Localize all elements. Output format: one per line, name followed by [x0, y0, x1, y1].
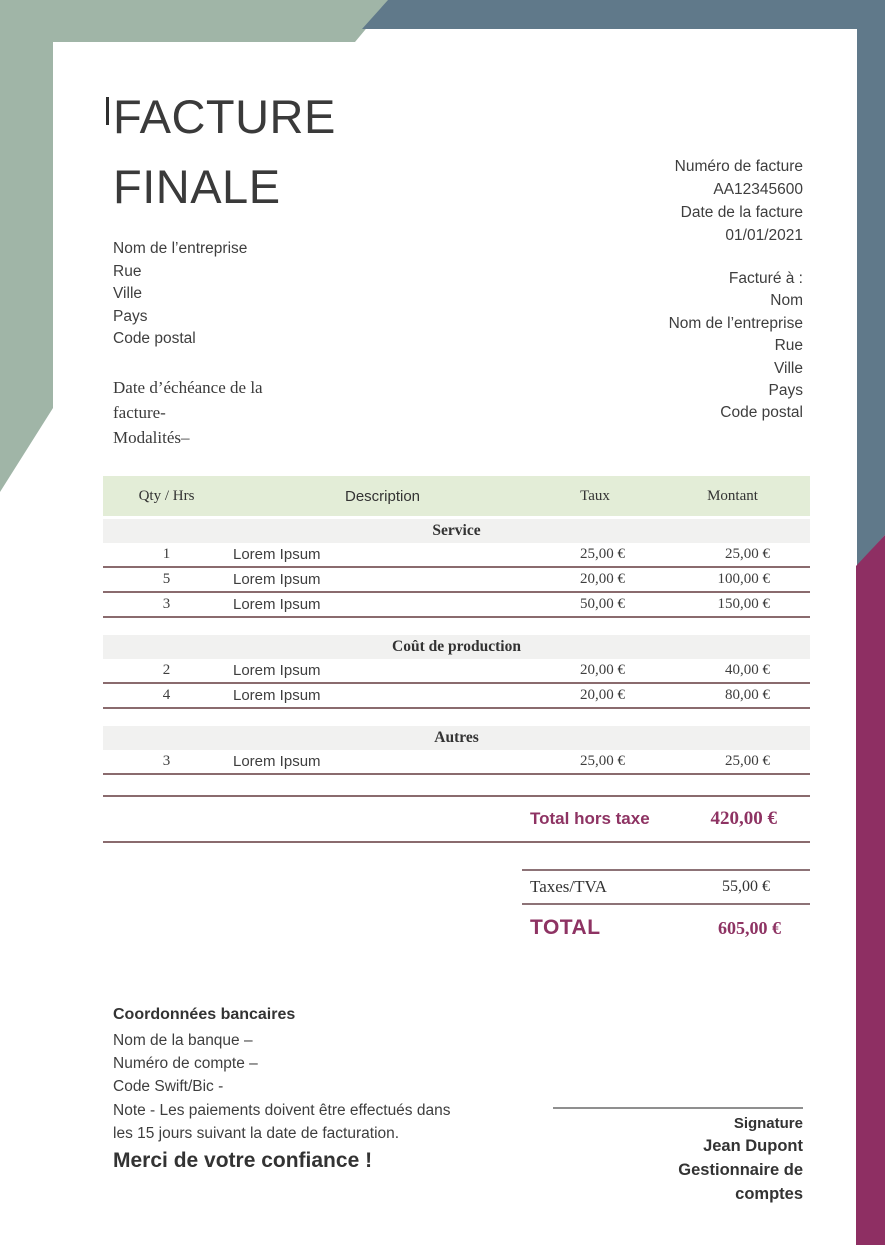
table-section-autres [103, 726, 810, 775]
table-row [103, 543, 810, 568]
montant-cell: 80,00 € [725, 687, 770, 703]
table-row [103, 593, 810, 618]
section-title: Autres [103, 726, 810, 750]
description-cell: Lorem Ipsum [233, 596, 321, 613]
montant-cell: 25,00 € [725, 546, 770, 562]
signature-label: Signature [733, 1115, 803, 1132]
terms-line: Modalités– [113, 428, 190, 447]
taux-cell: 20,00 € [580, 687, 625, 703]
invoice-meta [675, 155, 803, 247]
signature-line [553, 1107, 803, 1109]
page-title-line2: FINALE [113, 160, 281, 213]
bank-swift-line: Code Swift/Bic - [113, 1078, 224, 1095]
billto-address [669, 268, 803, 425]
payment-note-line2: les 15 jours suivant la date de facturation. [113, 1124, 400, 1142]
sender-postcode: Code postal [113, 330, 196, 348]
table-section-production [103, 635, 810, 709]
table-row [103, 684, 810, 709]
description-cell: Lorem Ipsum [233, 687, 321, 704]
taux-cell: 25,00 € [580, 546, 625, 562]
grand-total-label: TOTAL [530, 916, 601, 939]
billto-city: Ville [773, 359, 803, 377]
due-terms [113, 375, 263, 450]
billto-country: Pays [768, 382, 803, 400]
table-row [103, 750, 810, 775]
montant-cell: 40,00 € [725, 662, 770, 678]
taux-cell: 20,00 € [580, 571, 625, 587]
sender-city: Ville [113, 285, 143, 303]
due-date-line1: Date d’échéance de la [113, 378, 263, 397]
table-section-service [103, 519, 810, 618]
qty-cell: 5 [162, 571, 171, 587]
description-cell: Lorem Ipsum [233, 571, 321, 588]
due-date-line2: facture- [113, 403, 166, 422]
thank-you-message: Merci de votre confiance ! [113, 1149, 373, 1172]
bank-details-heading: Coordonnées bancaires [113, 1006, 296, 1023]
header-qty: Qty / Hrs [138, 487, 195, 504]
billto-postcode: Code postal [720, 404, 803, 422]
tax-value: 55,00 € [722, 878, 770, 895]
invoice-date-label: Date de la facture [680, 204, 803, 221]
qty-cell: 2 [162, 662, 171, 678]
qty-cell: 3 [162, 596, 171, 612]
signatory-role-line1: Gestionnaire de [678, 1161, 803, 1179]
page-title [113, 82, 336, 222]
montant-cell: 100,00 € [717, 571, 770, 587]
subtotal-row [103, 795, 810, 843]
bank-details [113, 1003, 295, 1098]
billto-company: Nom de l’entreprise [668, 314, 803, 332]
billto-label: Facturé à : [728, 270, 803, 287]
payment-note [113, 1100, 450, 1145]
header-description: Description [344, 487, 421, 505]
taux-cell: 20,00 € [580, 662, 625, 678]
description-cell: Lorem Ipsum [233, 753, 321, 770]
taux-cell: 25,00 € [580, 753, 625, 769]
subtotal-value: 420,00 € [710, 808, 777, 829]
qty-cell: 1 [162, 546, 171, 562]
sender-country: Pays [113, 307, 148, 325]
payment-note-line1: Note - Les paiements doivent être effectués dans [113, 1102, 451, 1119]
grand-total-value: 605,00 € [718, 917, 781, 938]
signature-block [553, 1107, 803, 1206]
signatory-role-line2: comptes [735, 1185, 803, 1203]
header-montant: Montant [707, 487, 758, 504]
sender-street: Rue [113, 262, 142, 280]
line-items-table [103, 476, 810, 951]
taux-cell: 50,00 € [580, 596, 625, 612]
sender-company: Nom de l’entreprise [113, 240, 248, 257]
page-title-line1: FACTURE [113, 90, 336, 143]
table-row [103, 568, 810, 593]
table-row [103, 659, 810, 684]
montant-cell: 150,00 € [717, 596, 770, 612]
bank-account-line: Numéro de compte – [113, 1055, 258, 1072]
header-taux: Taux [580, 487, 610, 504]
qty-cell: 4 [162, 687, 171, 703]
sender-address [113, 238, 247, 351]
description-cell: Lorem Ipsum [233, 546, 321, 563]
text-cursor [106, 97, 109, 125]
qty-cell: 3 [162, 753, 171, 769]
description-cell: Lorem Ipsum [233, 662, 321, 679]
invoice-number-label: Numéro de facture [674, 158, 803, 175]
section-title: Coût de production [103, 635, 810, 659]
invoice-number-value: AA12345600 [713, 181, 803, 198]
signatory-name: Jean Dupont [703, 1137, 803, 1155]
invoice-date-value: 01/01/2021 [725, 227, 803, 244]
billto-name: Nom [770, 292, 803, 310]
table-header-row [103, 476, 810, 516]
subtotal-label: Total hors taxe [530, 809, 650, 828]
tax-label: Taxes/TVA [530, 877, 607, 896]
bank-name-line: Nom de la banque – [113, 1032, 253, 1049]
tax-row [522, 869, 810, 905]
montant-cell: 25,00 € [725, 753, 770, 769]
grand-total-row [522, 905, 810, 951]
billto-street: Rue [774, 337, 803, 355]
section-title: Service [103, 519, 810, 543]
